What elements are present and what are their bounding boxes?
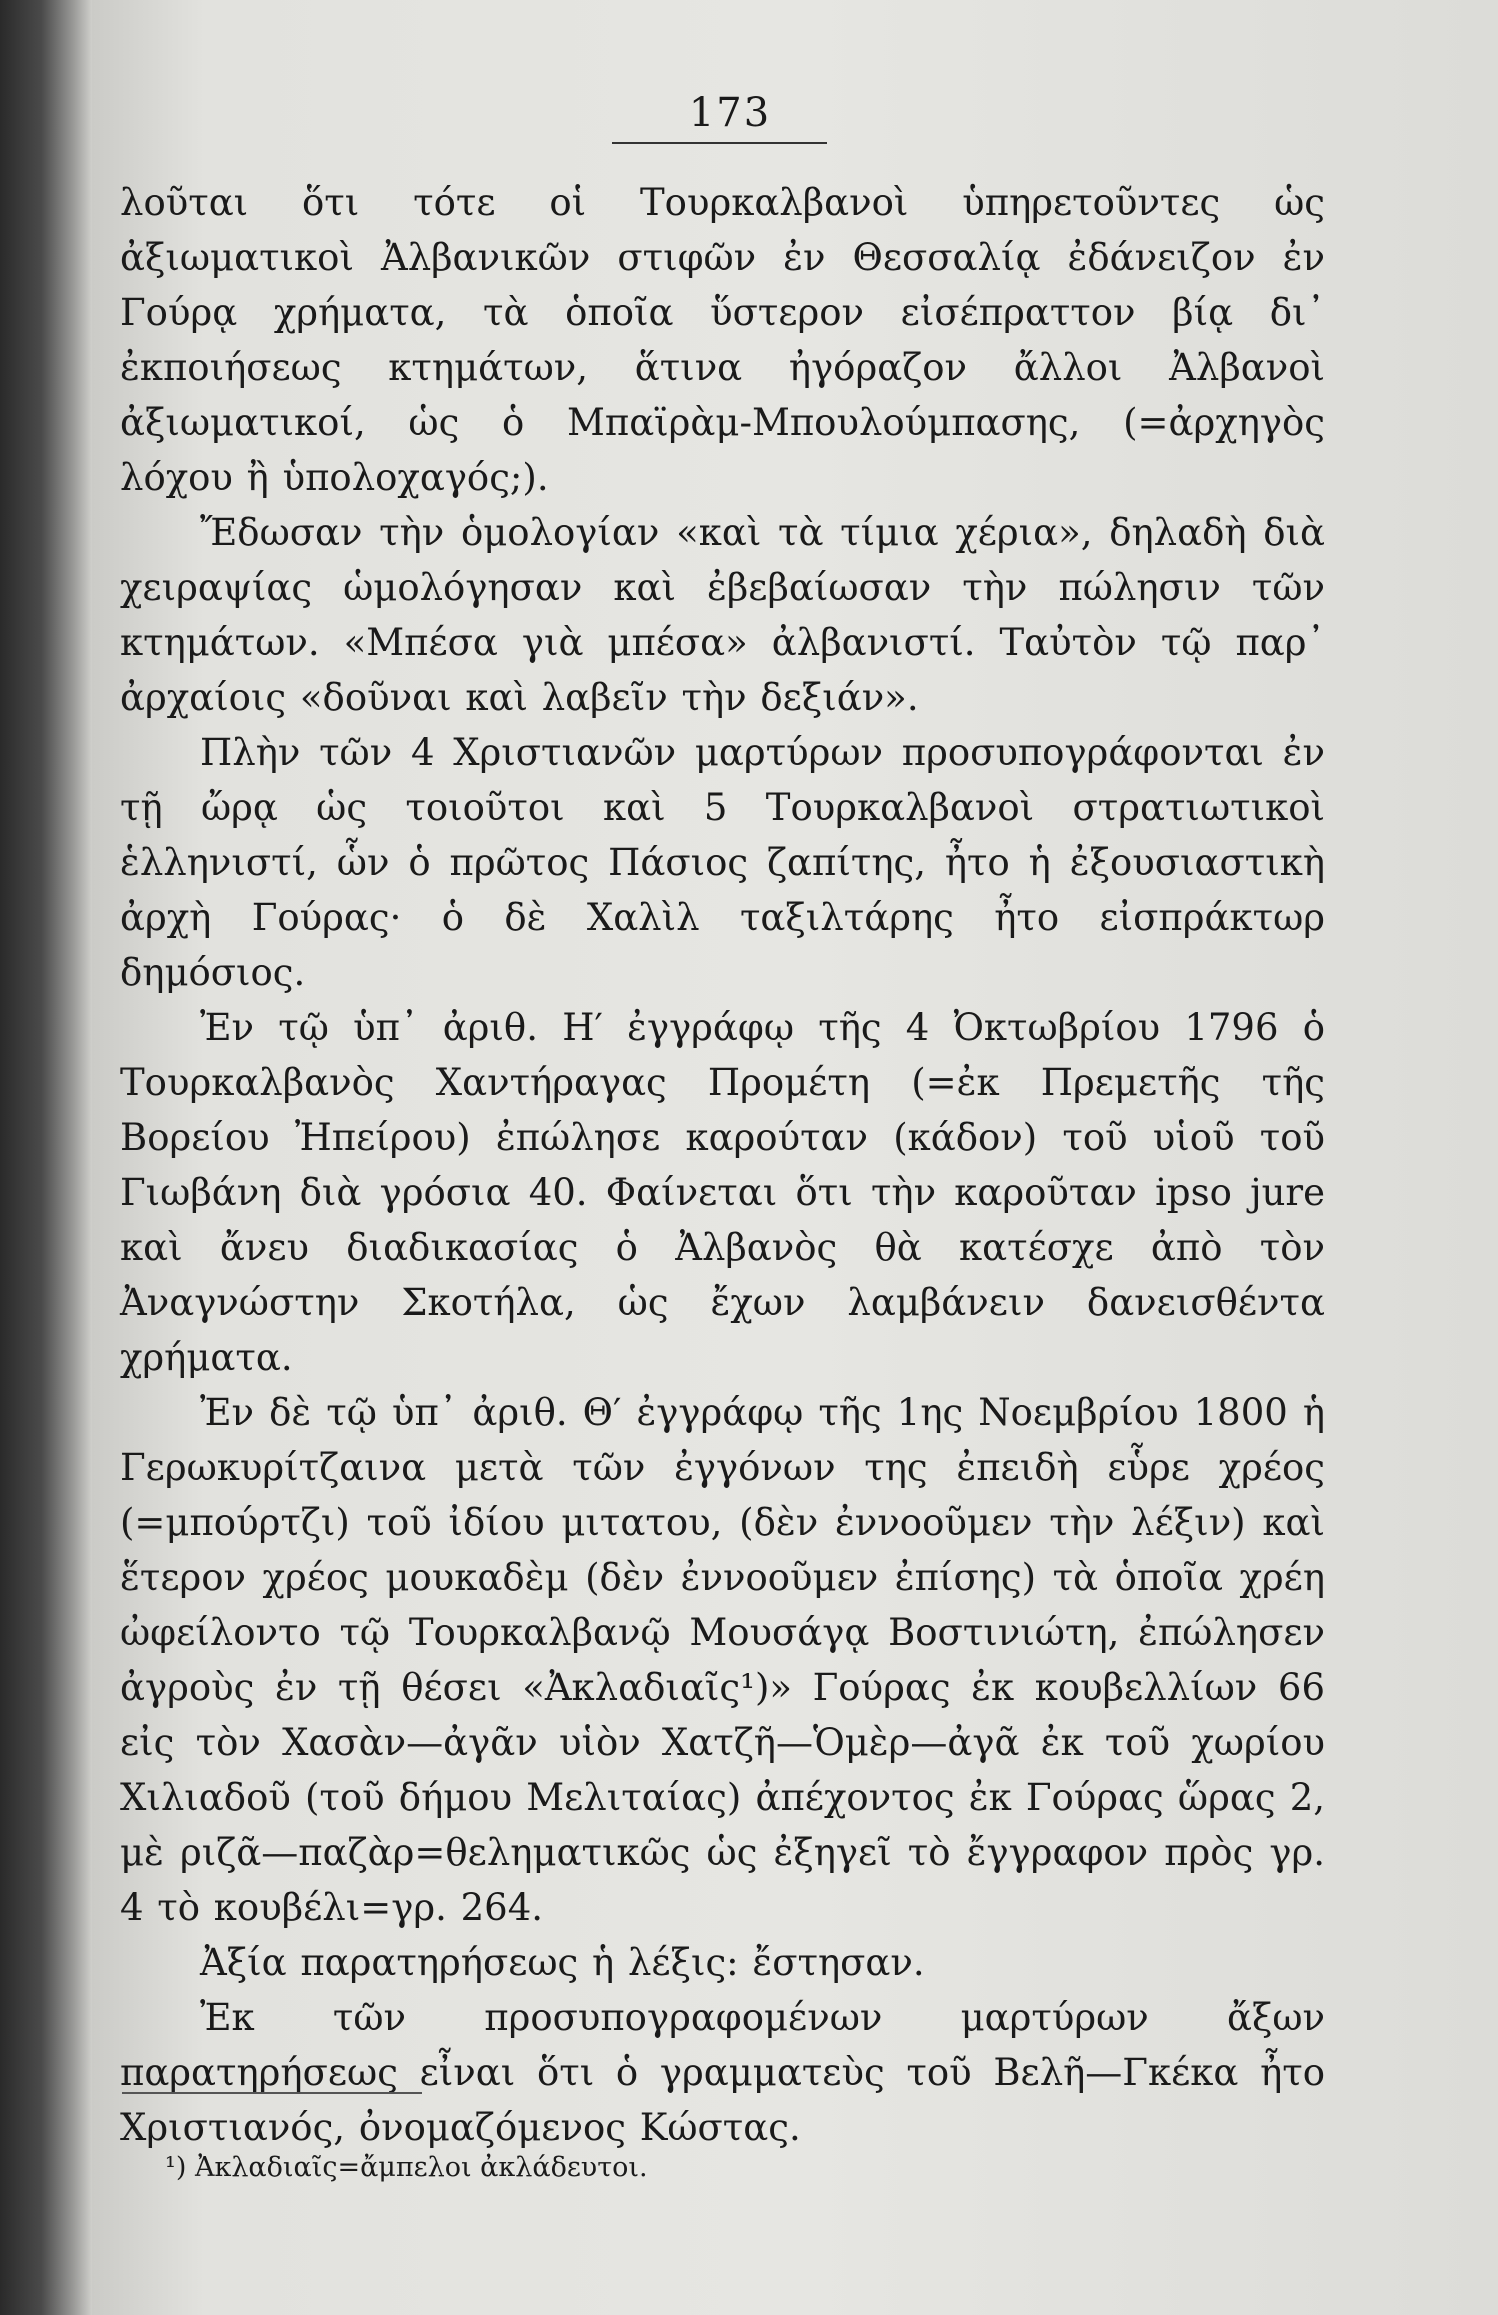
page-number: 173 [688, 90, 772, 136]
footnote: ¹) Ἀκλαδιαῖς=ἄμπελοι ἀκλάδευτοι. [165, 2152, 648, 2183]
paragraph: Ἐν τῷ ὑπ᾽ ἀριθ. Η′ ἐγγράφῳ τῆς 4 Ὀκτωβρίου 1796 ὁ Τουρκαλβανὸς Χαντήραγας Προμέτη (=ἐκ Πρεμετῆς τῆς Βορείου Ἠπείρου) ἐπώλησε καρούταν (κάδον) τοῦ υἱοῦ τοῦ Γιωβάνη διὰ γρόσια 40. Φαίνεται ὅτι τὴν καροῦταν ipso jure καὶ ἄνευ διαδικασίας ὁ Ἀλβανὸς θὰ κατέσχε ἀπὸ τὸν Ἀναγνώστην Σκοτήλα, ὡς ἔχων λαμβάνειν δανεισθέντα χρήματα. [120, 1006, 1325, 1379]
paragraph: Ἐκ τῶν προσυπογραφομένων μαρτύρων ἄξων παρατηρήσεως εἶναι ὅτι ὁ γραμματεὺς τοῦ Βελῆ—Γκέκα ἦτο Χριστιανός, ὀνομαζόμενος Κώστας. [120, 1996, 1325, 2149]
paragraph: λοῦται ὅτι τότε οἱ Τουρκαλβανοὶ ὑπηρετοῦντες ὡς ἀξιωματικοὶ Ἀλβανικῶν στιφῶν ἐν Θεσσαλίᾳ ἐδάνειζον ἐν Γούρᾳ χρήματα, τὰ ὁποῖα ὕστερον εἰσέπραττον βίᾳ δι᾽ ἐκποιήσεως κτημάτων, ἅτινα ἠγόραζον ἄλλοι Ἀλβανοὶ ἀξιωματικοί, ὡς ὁ Μπαϊρὰμ-Μπουλούμπασης, (=ἀρχηγὸς λόχου ἢ ὑπολοχαγός;). [120, 181, 1325, 499]
page-number-rule [612, 142, 827, 144]
paragraph: Ἀξία παρατηρήσεως ἡ λέξις: ἔστησαν. [200, 1941, 925, 1984]
book-spine-shadow [0, 0, 92, 2315]
paragraph: Πλὴν τῶν 4 Χριστιανῶν μαρτύρων προσυπογράφονται ἐν τῇ ὤρᾳ ὡς τοιοῦτοι καὶ 5 Τουρκαλβανοὶ στρατιωτικοὶ ἑλληνιστί, ὧν ὁ πρῶτος Πάσιος ζαπίτης, ἦτο ἡ ἐξουσιαστικὴ ἀρχὴ Γούρας· ὁ δὲ Χαλὶλ ταξιλτάρης ἦτο εἰσπράκτωρ δημόσιος. [120, 731, 1325, 994]
body-text [120, 175, 1325, 2155]
footnote-rule [122, 2092, 422, 2094]
paragraph: Ἐν δὲ τῷ ὑπ᾽ ἀριθ. Θ′ ἐγγράφῳ τῆς 1ης Νοεμβρίου 1800 ἡ Γερωκυρίτζαινα μετὰ τῶν ἐγγόνων της ἐπειδὴ εὗρε χρέος (=μπούρτζι) τοῦ ἰδίου μιτατου, (δὲν ἐννοοῦμεν τὴν λέξιν) καὶ ἕτερον χρέος μουκαδὲμ (δὲν ἐννοοῦμεν ἐπίσης) τὰ ὁποῖα χρέη ὠφείλοντο τῷ Τουρκαλβανῷ Μουσάγᾳ Βοστινιώτη, ἐπώλησεν ἀγροὺς ἐν τῇ θέσει «Ἀκλαδιαῖς¹)» Γούρας ἐκ κουβελλίων 66 εἰς τὸν Χασὰν—ἀγᾶν υἱὸν Χατζῆ—Ὁμὲρ—ἀγᾶ ἐκ τοῦ χωρίου Χιλιαδοῦ (τοῦ δήμου Μελιταίας) ἀπέχοντος ἐκ Γούρας ὥρας 2, μὲ ριζᾶ—παζὰρ=θεληματικῶς ὡς ἐξηγεῖ τὸ ἔγγραφον πρὸς γρ. 4 τὸ κουβέλι=γρ. 264. [120, 1391, 1325, 1929]
paragraph: Ἔδωσαν τὴν ὁμολογίαν «καὶ τὰ τίμια χέρια», δηλαδὴ διὰ χειραψίας ὡμολόγησαν καὶ ἐβεβαίωσαν τὴν πώλησιν τῶν κτημάτων. «Μπέσα γιὰ μπέσα» ἀλβανιστί. Ταὐτὸν τῷ παρ᾽ ἀρχαίοις «δοῦναι καὶ λαβεῖν τὴν δεξιάν». [120, 511, 1325, 719]
